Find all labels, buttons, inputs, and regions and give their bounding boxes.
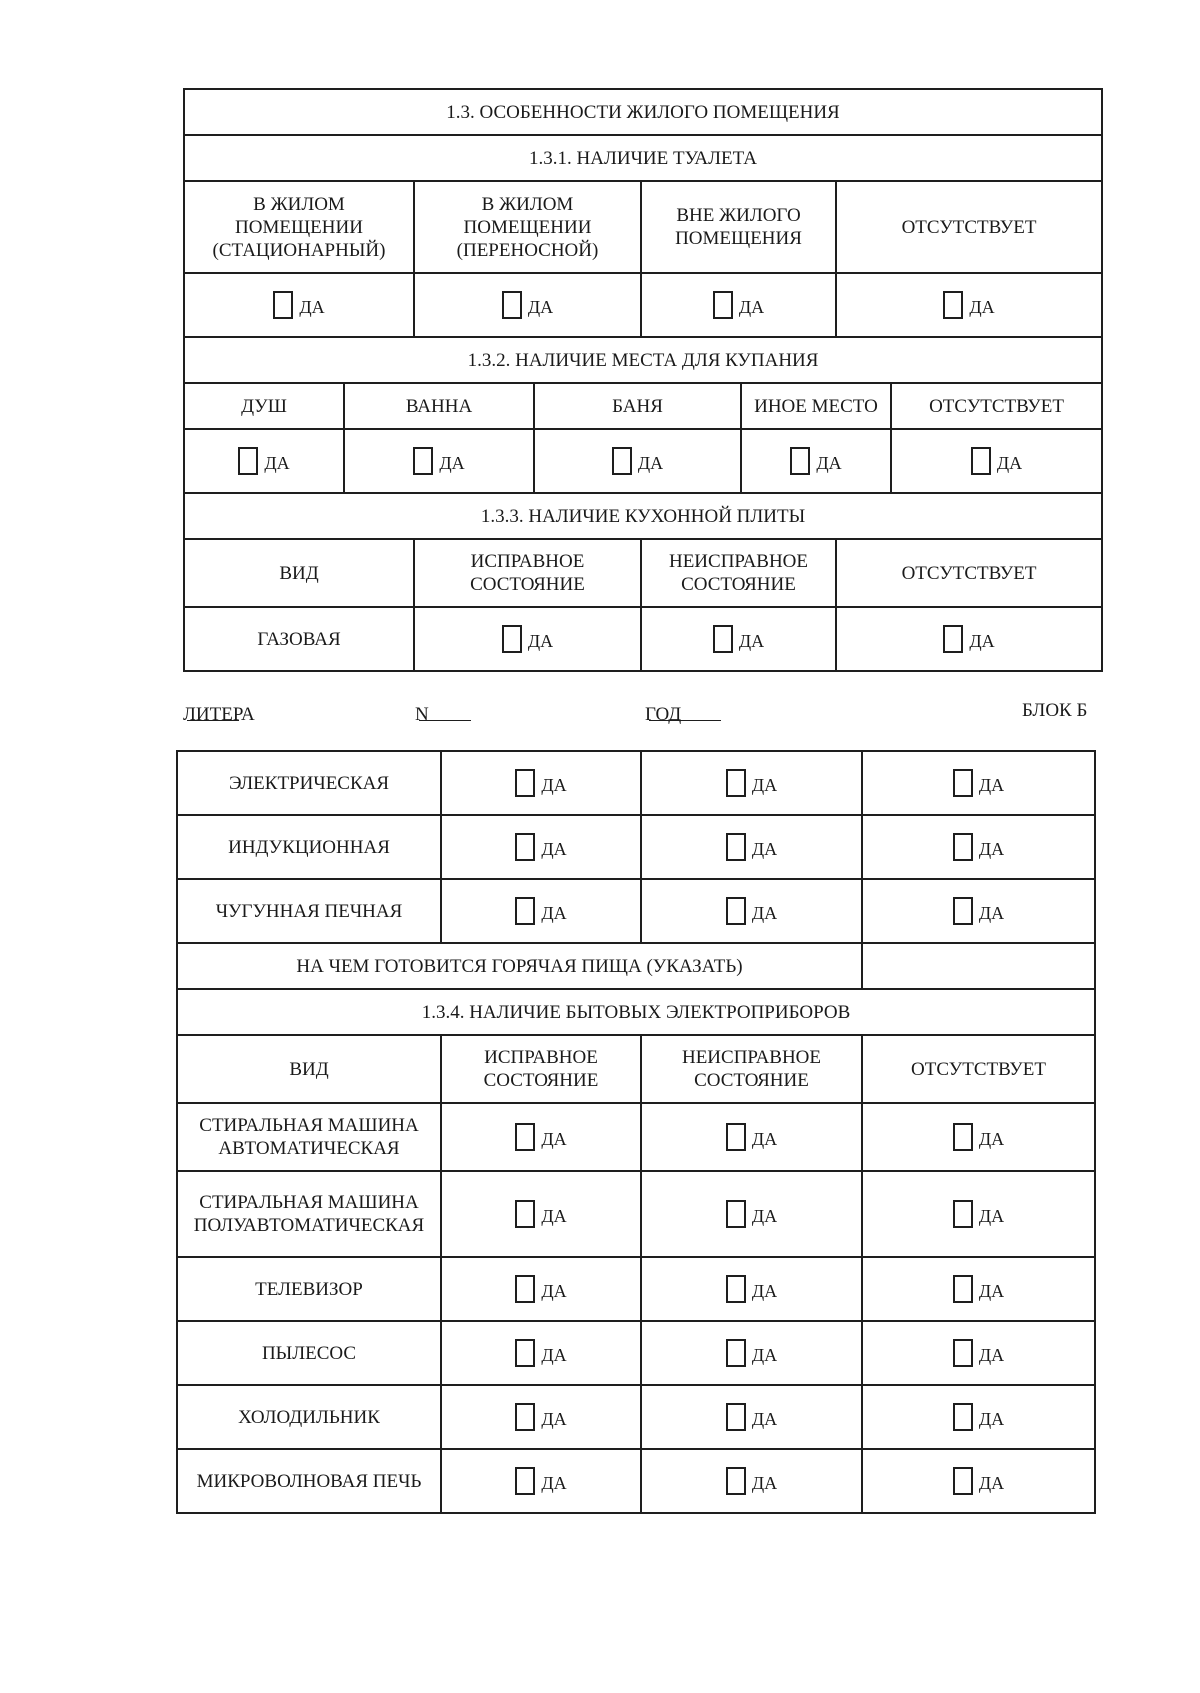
appliance-check-broken bbox=[641, 1171, 862, 1257]
section-title: 1.3. ОСОБЕННОСТИ ЖИЛОГО ПОМЕЩЕНИЯ bbox=[184, 89, 1102, 135]
checkbox[interactable] bbox=[953, 1200, 973, 1228]
checkbox[interactable] bbox=[953, 1467, 973, 1495]
checkbox-label: ДА bbox=[978, 1473, 1005, 1493]
stove-title: 1.3.3. НАЛИЧИЕ КУХОННОЙ ПЛИТЫ bbox=[184, 493, 1102, 539]
checkbox-label: ДА bbox=[978, 1409, 1005, 1429]
checkbox[interactable] bbox=[726, 1275, 746, 1303]
checkbox[interactable] bbox=[713, 625, 733, 653]
checkbox[interactable] bbox=[790, 447, 810, 475]
stove-check-absent bbox=[862, 815, 1095, 879]
appliances-col-absent: ОТСУТСТВУЕТ bbox=[862, 1035, 1095, 1103]
stove-check-absent bbox=[836, 607, 1102, 671]
appliance-check-absent bbox=[862, 1171, 1095, 1257]
bathing-col-shower: ДУШ bbox=[184, 383, 344, 429]
checkbox[interactable] bbox=[726, 769, 746, 797]
bathing-title: 1.3.2. НАЛИЧИЕ МЕСТА ДЛЯ КУПАНИЯ bbox=[184, 337, 1102, 383]
checkbox[interactable] bbox=[413, 447, 433, 475]
bathing-check-banya bbox=[534, 429, 741, 493]
appliance-check-working bbox=[441, 1103, 641, 1171]
checkbox-label: ДА bbox=[738, 297, 765, 317]
living-space-table bbox=[183, 88, 1103, 672]
toilet-check-outside bbox=[641, 273, 836, 337]
checkbox-label: ДА bbox=[541, 1473, 567, 1493]
n-input[interactable] bbox=[419, 704, 471, 721]
stove-check-absent bbox=[862, 751, 1095, 815]
checkbox-label: ДА bbox=[541, 1129, 567, 1149]
bathing-check-shower bbox=[184, 429, 344, 493]
checkbox-label: ДА bbox=[751, 839, 778, 859]
checkbox[interactable] bbox=[238, 447, 258, 475]
checkbox[interactable] bbox=[971, 447, 991, 475]
stove-col-type: ВИД bbox=[184, 539, 414, 607]
checkbox-label: ДА bbox=[816, 453, 842, 473]
appliance-check-working bbox=[441, 1257, 641, 1321]
checkbox[interactable] bbox=[953, 1339, 973, 1367]
appliances-col-type: ВИД bbox=[177, 1035, 441, 1103]
appliance-check-broken bbox=[641, 1449, 862, 1513]
checkbox[interactable] bbox=[273, 291, 293, 319]
checkbox[interactable] bbox=[726, 833, 746, 861]
checkbox-label: ДА bbox=[751, 1409, 778, 1429]
appliance-check-absent bbox=[862, 1385, 1095, 1449]
n-label: N bbox=[415, 704, 429, 725]
appliance-check-working bbox=[441, 1385, 641, 1449]
checkbox-label: ДА bbox=[541, 839, 567, 859]
checkbox-label: ДА bbox=[969, 631, 995, 651]
checkbox-label: ДА bbox=[978, 839, 1005, 859]
bathing-check-absent bbox=[891, 429, 1102, 493]
checkbox-label: ДА bbox=[978, 903, 1005, 923]
toilet-check-absent bbox=[836, 273, 1102, 337]
checkbox-label: ДА bbox=[751, 1206, 778, 1226]
checkbox-label: ДА bbox=[637, 453, 664, 473]
stove-check-working bbox=[441, 815, 641, 879]
checkbox-label: ДА bbox=[751, 1473, 778, 1493]
appliance-check-broken bbox=[641, 1103, 862, 1171]
stove-appliances-table bbox=[176, 750, 1096, 1514]
stove-check-broken bbox=[641, 751, 862, 815]
checkbox-label: ДА bbox=[751, 1129, 778, 1149]
checkbox[interactable] bbox=[515, 897, 535, 925]
checkbox[interactable] bbox=[943, 625, 963, 653]
checkbox[interactable] bbox=[953, 833, 973, 861]
checkbox[interactable] bbox=[726, 1123, 746, 1151]
checkbox[interactable] bbox=[713, 291, 733, 319]
checkbox-label: ДА bbox=[751, 1345, 778, 1365]
checkbox[interactable] bbox=[502, 625, 522, 653]
checkbox[interactable] bbox=[953, 1403, 973, 1431]
stove-check-broken bbox=[641, 879, 862, 943]
hot-food-question: НА ЧЕМ ГОТОВИТСЯ ГОРЯЧАЯ ПИЩА (УКАЗАТЬ) bbox=[177, 943, 862, 989]
block-label: БЛОК Б bbox=[1022, 700, 1088, 721]
appliance-check-working bbox=[441, 1449, 641, 1513]
appliance-check-broken bbox=[641, 1385, 862, 1449]
checkbox[interactable] bbox=[612, 447, 632, 475]
checkbox-label: ДА bbox=[541, 1281, 567, 1301]
stove-check-absent bbox=[862, 879, 1095, 943]
appliance-check-absent bbox=[862, 1321, 1095, 1385]
checkbox[interactable] bbox=[515, 1339, 535, 1367]
appliance-check-absent bbox=[862, 1257, 1095, 1321]
checkbox[interactable] bbox=[502, 291, 522, 319]
appliance-check-absent bbox=[862, 1449, 1095, 1513]
litera-label: ЛИТЕРА bbox=[183, 704, 255, 725]
appliance-row-label: ПЫЛЕСОС bbox=[177, 1321, 441, 1385]
checkbox-label: ДА bbox=[299, 297, 325, 317]
toilet-title: 1.3.1. НАЛИЧИЕ ТУАЛЕТА bbox=[184, 135, 1102, 181]
checkbox-label: ДА bbox=[751, 775, 778, 795]
appliance-check-working bbox=[441, 1321, 641, 1385]
checkbox-label: ДА bbox=[541, 903, 567, 923]
litera-input[interactable] bbox=[187, 704, 239, 721]
checkbox-label: ДА bbox=[541, 1409, 567, 1429]
checkbox-label: ДА bbox=[978, 1281, 1005, 1301]
checkbox[interactable] bbox=[515, 1275, 535, 1303]
checkbox[interactable] bbox=[515, 1467, 535, 1495]
appliance-row-label: СТИРАЛЬНАЯ МАШИНА АВТОМАТИЧЕСКАЯ bbox=[177, 1103, 441, 1171]
checkbox[interactable] bbox=[515, 1123, 535, 1151]
checkbox[interactable] bbox=[726, 897, 746, 925]
stove-col-broken: НЕИСПРАВНОЕ СОСТОЯНИЕ bbox=[641, 539, 836, 607]
stove-check-working bbox=[441, 879, 641, 943]
bathing-check-bath bbox=[344, 429, 534, 493]
appliance-row-label: ХОЛОДИЛЬНИК bbox=[177, 1385, 441, 1449]
stove-row-label: ИНДУКЦИОННАЯ bbox=[177, 815, 441, 879]
bathing-col-bath: ВАННА bbox=[344, 383, 534, 429]
stove-row-label: ЭЛЕКТРИЧЕСКАЯ bbox=[177, 751, 441, 815]
appliances-title: 1.3.4. НАЛИЧИЕ БЫТОВЫХ ЭЛЕКТРОПРИБОРОВ bbox=[177, 989, 1095, 1035]
checkbox[interactable] bbox=[726, 1403, 746, 1431]
bathing-col-other: ИНОЕ МЕСТО bbox=[741, 383, 891, 429]
checkbox-label: ДА bbox=[439, 453, 465, 473]
stove-row-label: ЧУГУННАЯ ПЕЧНАЯ bbox=[177, 879, 441, 943]
god-label: ГОД bbox=[645, 704, 682, 725]
god-input[interactable] bbox=[649, 704, 721, 721]
checkbox-label: ДА bbox=[978, 1206, 1005, 1226]
checkbox-label: ДА bbox=[996, 453, 1023, 473]
stove-check-working bbox=[414, 607, 641, 671]
hot-food-answer-field[interactable] bbox=[862, 943, 1095, 989]
bathing-col-absent: ОТСУТСТВУЕТ bbox=[891, 383, 1102, 429]
checkbox[interactable] bbox=[515, 833, 535, 861]
bathing-col-banya: БАНЯ bbox=[534, 383, 741, 429]
checkbox-label: ДА bbox=[541, 1206, 567, 1226]
checkbox-label: ДА bbox=[978, 1129, 1005, 1149]
toilet-col-stationary: В ЖИЛОМ ПОМЕЩЕНИИ (СТАЦИОНАРНЫЙ) bbox=[184, 181, 414, 273]
checkbox-label: ДА bbox=[969, 297, 995, 317]
appliance-check-working bbox=[441, 1171, 641, 1257]
page-header-line bbox=[0, 696, 1200, 736]
stove-check-broken bbox=[641, 815, 862, 879]
appliance-row-label: ТЕЛЕВИЗОР bbox=[177, 1257, 441, 1321]
checkbox[interactable] bbox=[953, 1123, 973, 1151]
checkbox-label: ДА bbox=[978, 1345, 1005, 1365]
appliance-check-absent bbox=[862, 1103, 1095, 1171]
toilet-col-outside: ВНЕ ЖИЛОГО ПОМЕЩЕНИЯ bbox=[641, 181, 836, 273]
checkbox[interactable] bbox=[953, 769, 973, 797]
checkbox[interactable] bbox=[726, 1339, 746, 1367]
appliance-row-label: МИКРОВОЛНОВАЯ ПЕЧЬ bbox=[177, 1449, 441, 1513]
checkbox-label: ДА bbox=[541, 1345, 567, 1365]
stove-check-broken bbox=[641, 607, 836, 671]
checkbox-label: ДА bbox=[738, 631, 765, 651]
checkbox-label: ДА bbox=[751, 903, 778, 923]
stove-col-working: ИСПРАВНОЕ СОСТОЯНИЕ bbox=[414, 539, 641, 607]
appliances-col-broken: НЕИСПРАВНОЕ СОСТОЯНИЕ bbox=[641, 1035, 862, 1103]
checkbox[interactable] bbox=[515, 1403, 535, 1431]
checkbox[interactable] bbox=[726, 1467, 746, 1495]
checkbox-label: ДА bbox=[264, 453, 290, 473]
toilet-check-stationary bbox=[184, 273, 414, 337]
appliances-col-working: ИСПРАВНОЕ СОСТОЯНИЕ bbox=[441, 1035, 641, 1103]
checkbox-label: ДА bbox=[527, 631, 554, 651]
stove-check-working bbox=[441, 751, 641, 815]
toilet-col-portable: В ЖИЛОМ ПОМЕЩЕНИИ (ПЕРЕНОСНОЙ) bbox=[414, 181, 641, 273]
appliance-check-broken bbox=[641, 1257, 862, 1321]
checkbox[interactable] bbox=[953, 1275, 973, 1303]
stove-row-label: ГАЗОВАЯ bbox=[184, 607, 414, 671]
checkbox-label: ДА bbox=[978, 775, 1005, 795]
checkbox[interactable] bbox=[726, 1200, 746, 1228]
checkbox[interactable] bbox=[515, 769, 535, 797]
checkbox-label: ДА bbox=[541, 775, 567, 795]
checkbox[interactable] bbox=[943, 291, 963, 319]
stove-col-absent: ОТСУТСТВУЕТ bbox=[836, 539, 1102, 607]
checkbox-label: ДА bbox=[751, 1281, 778, 1301]
toilet-check-portable bbox=[414, 273, 641, 337]
appliance-row-label: СТИРАЛЬНАЯ МАШИНА ПОЛУАВТОМАТИЧЕСКАЯ bbox=[177, 1171, 441, 1257]
checkbox[interactable] bbox=[515, 1200, 535, 1228]
bathing-check-other bbox=[741, 429, 891, 493]
appliance-check-broken bbox=[641, 1321, 862, 1385]
toilet-col-absent: ОТСУТСТВУЕТ bbox=[836, 181, 1102, 273]
checkbox-label: ДА bbox=[527, 297, 554, 317]
checkbox[interactable] bbox=[953, 897, 973, 925]
